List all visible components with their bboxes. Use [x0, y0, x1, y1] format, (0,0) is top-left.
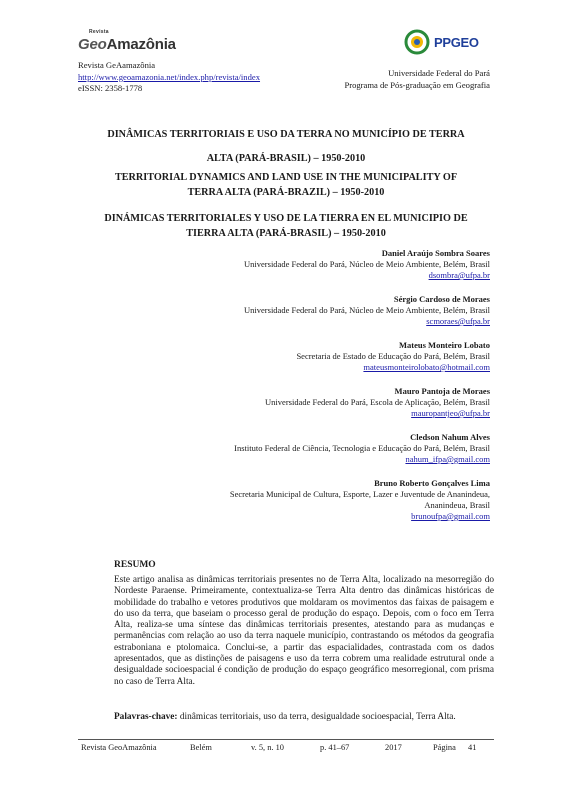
logo-suffix: Amazônia: [106, 36, 176, 53]
author-affiliation: Universidade Federal do Pará, Núcleo de Meio Ambiente, Belém, Brasil: [244, 259, 490, 269]
keywords-list: dinâmicas territoriais, uso da terra, desigualdade socioespacial, Terra Alta.: [177, 712, 456, 722]
ppgeo-logo-text: PPGEO: [434, 35, 479, 50]
footer-volume: v. 5, n. 10: [251, 743, 284, 752]
author-name: Cledson Nahum Alves: [410, 432, 490, 442]
title-portuguese: [78, 127, 494, 166]
author-email-link[interactable]: mateusmonteirolobato@hotmail.com: [363, 362, 490, 372]
logo-main-text: [78, 36, 176, 53]
author-email-link[interactable]: dsombra@ufpa.br: [428, 270, 490, 280]
author-email-link[interactable]: nahum_ifpa@gmail.com: [405, 454, 490, 464]
institution-info: [344, 68, 490, 91]
author-email-link[interactable]: mauropantjeo@ufpa.br: [411, 408, 490, 418]
author-name: Sérgio Cardoso de Moraes: [393, 294, 490, 304]
footer-journal: Revista GeoAmazônia: [81, 743, 157, 752]
journal-info: [78, 60, 260, 95]
author-entry: [150, 248, 490, 281]
title-english: [78, 170, 494, 200]
keywords: [114, 712, 494, 723]
logo-prefix: Geo: [78, 36, 107, 53]
author-list: [150, 248, 490, 535]
author-affiliation: Instituto Federal de Ciência, Tecnologia e Educação do Pará, Belém, Brasil: [234, 443, 490, 453]
abstract-text: Este artigo analisa as dinâmicas territoriais presentes no de Terra Alta, localizado na mesorregião do Nordeste Paraense. Primeiramente, contextualiza-se Terra Alta dentro das dinâmicas históricas de mobilidade do trabalho e vetores produtivos que moldaram os movimentos das faixas de paisagem e do uso da terra, que baseiam o processo geral de produção do espaço. Depois, com o foco em Terra Alta, realiza-se uma síntese das dinâmicas territoriais presentes, atestando para as mudanças e permanências com relação ao uso da terra naquele município, contrastando os métodos da geografia estraboniana e ptolomaica. Conclui-se, a partir das espacialidades, contrastada com os dados apresentados, que as distinções de paisagens e uso da terra cobrem uma realidade estrutural onde a desigualdade socioespacial é condição de produção do espaço geográfico mesorregional, com prisma no caso de Terra Alta.: [114, 575, 494, 687]
author-entry: [150, 432, 490, 465]
logo-small-text: Revista: [89, 29, 109, 35]
title-spanish: [78, 211, 494, 241]
author-affiliation: Secretaria de Estado de Educação do Pará, Belém, Brasil: [296, 351, 490, 361]
ppgeo-logo: [403, 28, 495, 56]
journal-name: Revista GeAamazônia: [78, 60, 156, 70]
title-en-line2: TERRA ALTA (PARÁ-BRAZIL) – 1950-2010: [187, 187, 385, 198]
keywords-label: Palavras-chave:: [114, 712, 178, 722]
author-name: Bruno Roberto Gonçalves Lima: [374, 478, 490, 488]
title-es-line2: TIERRA ALTA (PARÁ-BRASIL) – 1950-2010: [186, 228, 386, 239]
author-entry: [150, 294, 490, 327]
program-name: Programa de Pós-graduação em Geografia: [344, 79, 490, 90]
author-affiliation: Universidade Federal do Pará, Escola de Aplicação, Belém, Brasil: [265, 397, 490, 407]
author-entry: [150, 340, 490, 373]
author-name: Daniel Araújo Sombra Soares: [381, 248, 490, 258]
university-name: Universidade Federal do Pará: [388, 68, 490, 78]
author-name: Mauro Pantoja de Moraes: [394, 386, 490, 396]
author-affiliation-line2: Ananindeua, Brasil: [424, 500, 490, 510]
footer-page-label: Página: [433, 743, 456, 752]
title-en-line1: TERRITORIAL DYNAMICS AND LAND USE IN THE MUNICIPALITY OF: [114, 172, 458, 183]
abstract-heading: RESUMO: [114, 560, 156, 570]
author-email-link[interactable]: brunoufpa@gmail.com: [411, 511, 490, 521]
author-entry: [150, 386, 490, 419]
title-pt-line1: DINÂMICAS TERRITORIAIS E USO DA TERRA NO MUNICÍPIO DE TERRA: [107, 129, 465, 140]
footer-divider: [78, 739, 494, 740]
footer-year: 2017: [385, 743, 402, 752]
author-affiliation: Secretaria Municipal de Cultura, Esporte, Lazer e Juventude de Ananindeua,: [229, 489, 490, 499]
footer-page-number: 41: [468, 743, 477, 752]
geoamazonia-logo: [78, 29, 198, 55]
issn: eISSN: 2358-1778: [78, 83, 143, 93]
author-affiliation: Universidade Federal do Pará, Núcleo de Meio Ambiente, Belém, Brasil: [244, 305, 490, 315]
title-es-line1: DINÁMICAS TERRITORIALES Y USO DE LA TIERRA EN EL MUNICIPIO DE: [104, 213, 468, 224]
author-name: Mateus Monteiro Lobato: [399, 340, 490, 350]
journal-url-link[interactable]: http://www.geoamazonia.net/index.php/revista/index: [78, 71, 261, 82]
author-entry: [150, 478, 490, 522]
footer-pages: p. 41–67: [320, 743, 350, 752]
footer-city: Belém: [190, 743, 212, 752]
title-pt-line2: ALTA (PARÁ-BRASIL) – 1950-2010: [206, 153, 366, 164]
author-email-link[interactable]: scmoraes@ufpa.br: [426, 316, 490, 326]
